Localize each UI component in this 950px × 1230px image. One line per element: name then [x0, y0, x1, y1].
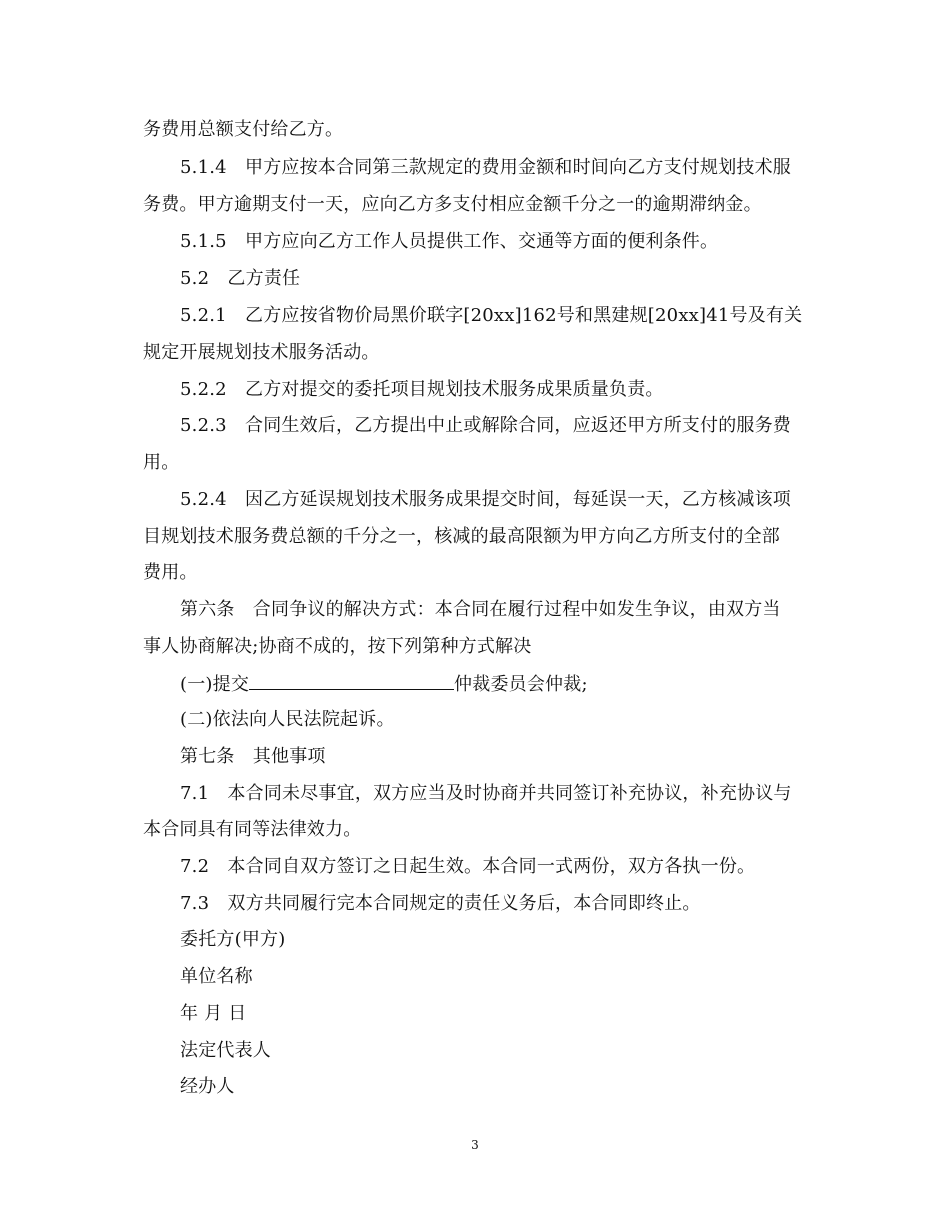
article-7-heading: 第七条 其他事项	[180, 746, 326, 767]
clause-5-1-5: 5.1.5 甲方应向乙方工作人员提供工作、交通等方面的便利条件。	[180, 231, 719, 252]
clause-5-1-4-line-1: 5.1.4 甲方应按本合同第三款规定的费用金额和时间向乙方支付规划技术服	[180, 157, 791, 178]
principal-party-label: 委托方(甲方)	[180, 929, 286, 950]
clause-5-2-1-line-2: 规定开展规划技术服务活动。	[143, 342, 380, 363]
article-6-line-1: 第六条 合同争议的解决方式：本合同在履行过程中如发生争议，由双方当	[180, 599, 781, 620]
clause-5-2-3-line-1: 5.2.3 合同生效后，乙方提出中止或解除合同，应返还甲方所支付的服务费	[180, 415, 791, 436]
clause-7-1-line-1: 7.1 本合同未尽事宜，双方应当及时协商并共同签订补充协议，补充协议与	[180, 783, 792, 804]
clause-7-2: 7.2 本合同自双方签订之日起生效。本合同一式两份，双方各执一份。	[180, 856, 756, 877]
article-6-line-2: 事人协商解决;协商不成的，按下列第种方式解决	[143, 636, 532, 657]
clause-7-1-line-2: 本合同具有同等法律效力。	[143, 819, 362, 840]
section-5-2-heading: 5.2 乙方责任	[180, 268, 301, 289]
court-option: (二)依法向人民法院起诉。	[180, 709, 395, 730]
organization-name-label: 单位名称	[180, 966, 253, 987]
clause-5-1-4-line-2: 务费。甲方逾期支付一天，应向乙方多支付相应金额千分之一的逾期滞纳金。	[143, 194, 762, 215]
clause-5-2-3-line-2: 用。	[143, 452, 180, 473]
clause-5-2-4-line-2: 目规划技术服务费总额的千分之一，核减的最高限额为甲方向乙方所支付的全部	[143, 526, 780, 547]
clause-5-2-4-line-1: 5.2.4 因乙方延误规划技术服务成果提交时间，每延误一天，乙方核减该项	[180, 489, 791, 510]
arbitration-prefix: (一)提交	[180, 674, 250, 695]
paragraph-line: 务费用总额支付给乙方。	[143, 119, 344, 140]
page-number: 3	[471, 1138, 479, 1152]
handler-label: 经办人	[180, 1076, 235, 1097]
date-label: 年 月 日	[180, 1003, 247, 1024]
arbitration-option	[180, 672, 588, 697]
arbitration-blank-field	[249, 672, 454, 690]
legal-representative-label: 法定代表人	[180, 1040, 271, 1061]
clause-5-2-2: 5.2.2 乙方对提交的委托项目规划技术服务成果质量负责。	[180, 379, 664, 400]
clause-5-2-1-line-1: 5.2.1 乙方应按省物价局黑价联字[20xx]162号和黑建规[20xx]41号及有关	[180, 305, 803, 326]
clause-5-2-4-line-3: 费用。	[143, 562, 198, 583]
clause-7-3: 7.3 双方共同履行完本合同规定的责任义务后，本合同即终止。	[180, 893, 701, 914]
arbitration-suffix: 仲裁委员会仲裁;	[454, 674, 588, 695]
